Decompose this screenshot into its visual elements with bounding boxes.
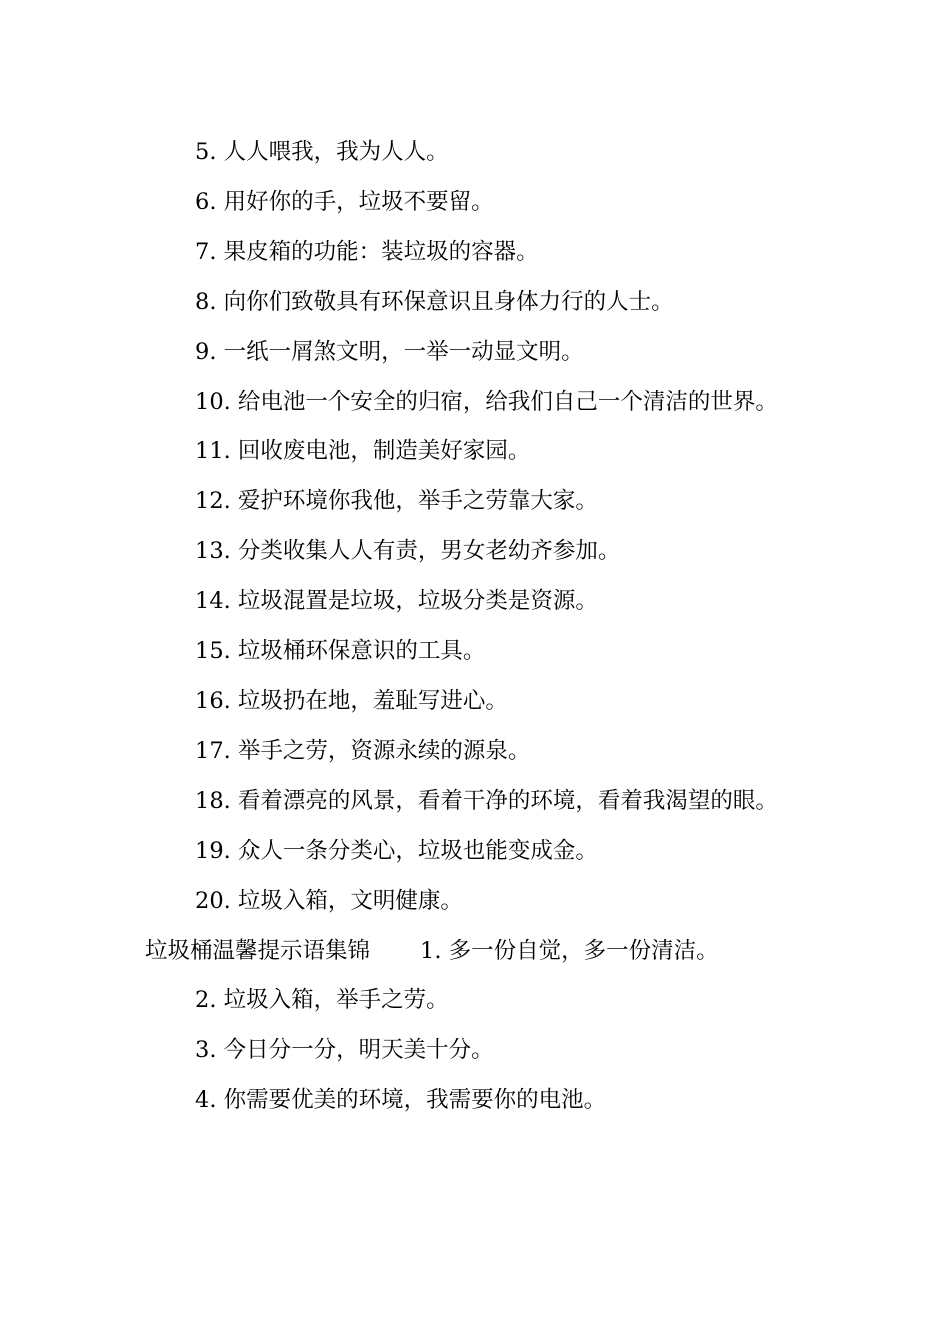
slogan-item: 10. 给电池一个安全的归宿，给我们自己一个清洁的世界。 bbox=[195, 388, 778, 415]
slogan-item: 20. 垃圾入箱，文明健康。 bbox=[195, 887, 463, 914]
slogan-item: 11. 回收废电池，制造美好家园。 bbox=[195, 438, 531, 465]
slogan-item: 13. 分类收集人人有责，男女老幼齐参加。 bbox=[195, 538, 621, 565]
slogan-item: 15. 垃圾桶环保意识的工具。 bbox=[195, 638, 486, 665]
slogan-item: 6. 用好你的手，垃圾不要留。 bbox=[195, 188, 494, 215]
slogan-item: 17. 举手之劳，资源永续的源泉。 bbox=[195, 737, 531, 764]
slogan-item: 9. 一纸一屑煞文明，一举一动显文明。 bbox=[195, 338, 584, 365]
slogan-item: 8. 向你们致敬具有环保意识且身体力行的人士。 bbox=[195, 288, 674, 315]
slogan-item: 16. 垃圾扔在地，羞耻写进心。 bbox=[195, 687, 508, 714]
document-body bbox=[145, 128, 810, 1126]
slogan-item: 1. 多一份自觉，多一份清洁。 bbox=[420, 937, 719, 964]
section-heading: 垃圾桶温馨提示语集锦 bbox=[145, 937, 371, 964]
slogan-item: 4. 你需要优美的环境，我需要你的电池。 bbox=[195, 1087, 607, 1114]
section-line bbox=[145, 927, 810, 977]
slogan-item: 19. 众人一条分类心，垃圾也能变成金。 bbox=[195, 837, 598, 864]
slogan-item: 7. 果皮箱的功能：装垃圾的容器。 bbox=[195, 238, 539, 265]
slogan-item: 12. 爱护环境你我他，举手之劳靠大家。 bbox=[195, 488, 598, 515]
slogan-item: 3. 今日分一分，明天美十分。 bbox=[195, 1037, 494, 1064]
slogan-item: 2. 垃圾入箱，举手之劳。 bbox=[195, 987, 449, 1014]
slogan-item: 5. 人人喂我，我为人人。 bbox=[195, 139, 449, 165]
slogan-item: 18. 看着漂亮的风景，看着干净的环境，看着我渴望的眼。 bbox=[195, 787, 778, 814]
slogan-item: 14. 垃圾混置是垃圾，垃圾分类是资源。 bbox=[195, 588, 598, 615]
